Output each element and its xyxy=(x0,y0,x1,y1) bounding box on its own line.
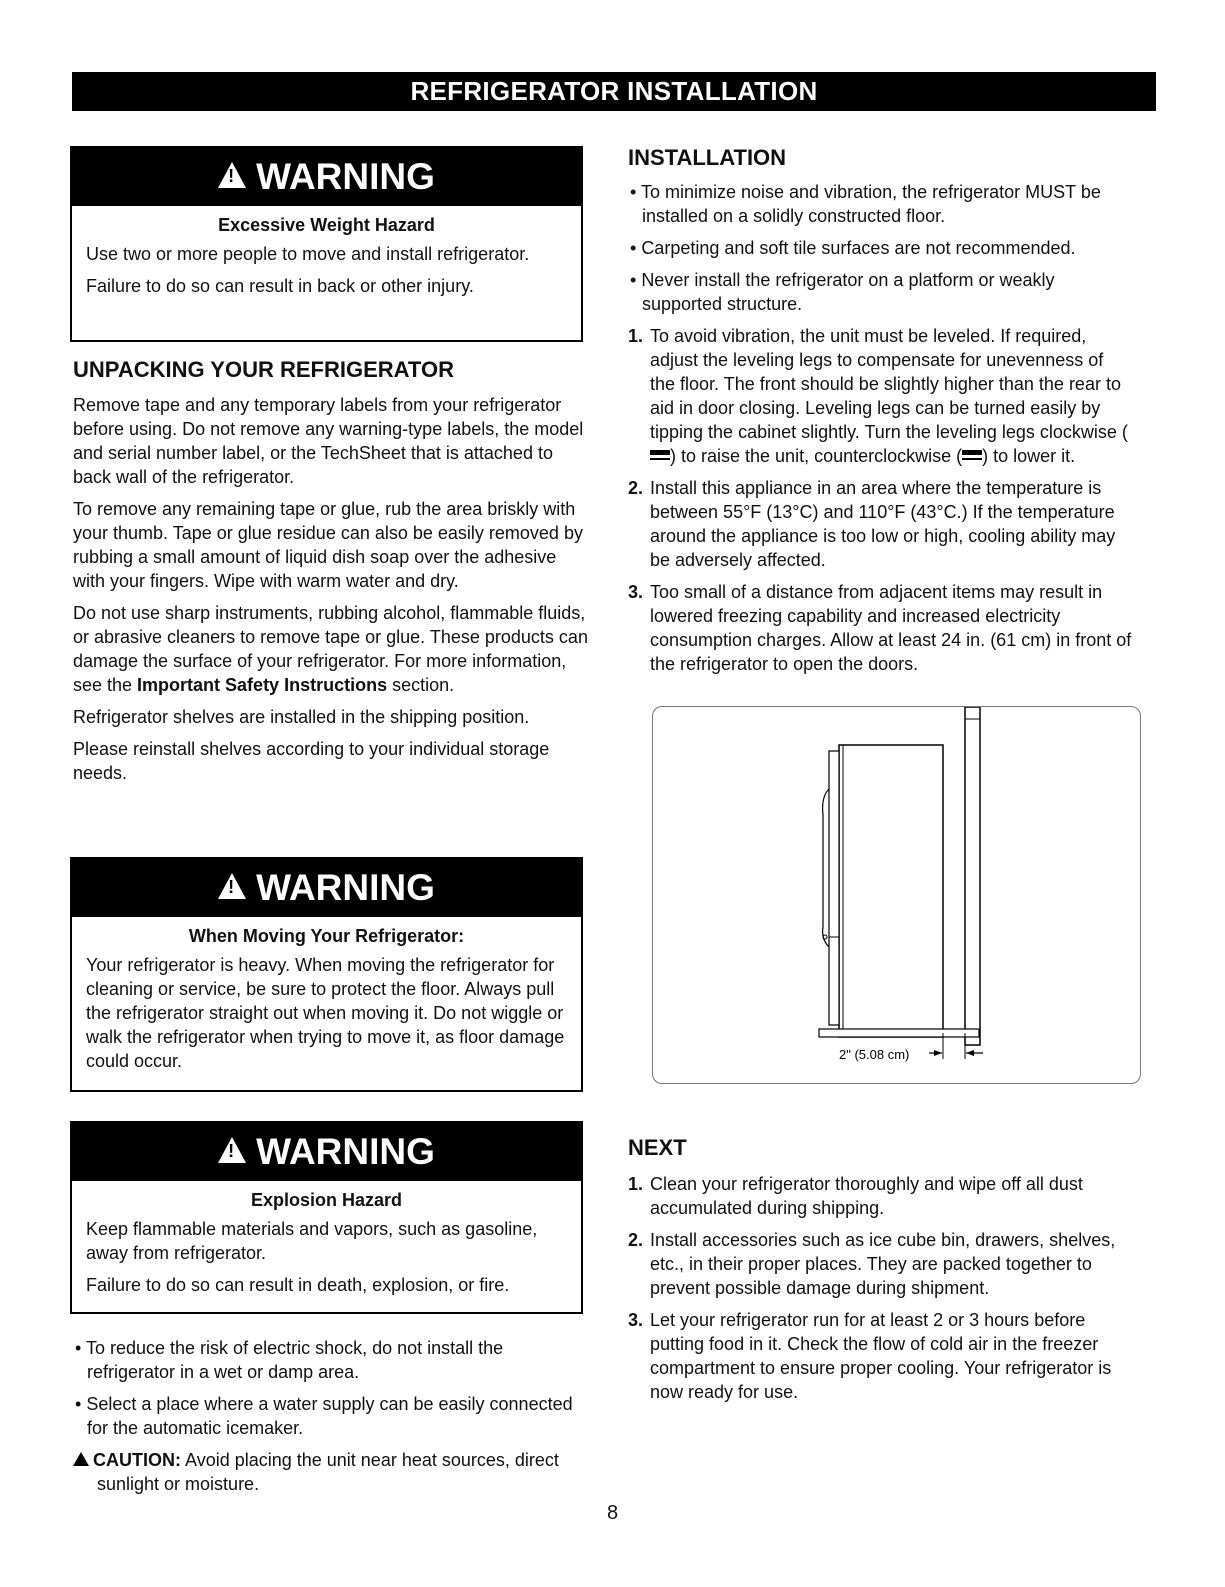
numbered-step xyxy=(628,1228,1133,1300)
step-text-part: ) to lower it. xyxy=(982,446,1076,466)
section-banner: REFRIGERATOR INSTALLATION xyxy=(72,72,1156,111)
step-number: 3. xyxy=(628,582,644,602)
paragraph: Refrigerator shelves are installed in the shipping position. xyxy=(73,707,530,727)
bullet-item: • Never install the refrigerator on a platform or weakly supported structure. xyxy=(630,270,1055,314)
electrical-notes xyxy=(73,1336,588,1504)
step-number: 1. xyxy=(628,1174,644,1194)
step-text: Too small of a distance from adjacent items may result in lowered freezing capability and increased electricity consumption charges. Allow at least 24 in. (61 cm) in front of the refrigerator to open the doors. xyxy=(650,582,1132,674)
bullet-item: • Carpeting and soft tile surfaces are not recommended. xyxy=(630,238,1076,258)
clearance-label: 2" (5.08 cm) xyxy=(839,1047,910,1062)
bullet-item: • Select a place where a water supply can be easily connected for the automatic icemaker. xyxy=(75,1394,573,1438)
step-text: Clean your refrigerator thoroughly and wipe off all dust accumulated during shipping. xyxy=(650,1174,1083,1218)
bullet-text: Carpeting and soft tile surfaces are not recommended. xyxy=(641,238,1076,258)
next-section xyxy=(628,1172,1133,1412)
step-text: Install accessories such as ice cube bin, drawers, shelves, etc., in their proper places. They are packed together to prevent possible damage during shipment. xyxy=(650,1230,1116,1298)
bullet-text: Select a place where a water supply can be easily connected for the automatic icemaker. xyxy=(86,1394,573,1438)
warning-box-explosion xyxy=(70,1121,583,1314)
step-text-part: ) to raise the unit, counterclockwise ( xyxy=(670,446,963,466)
unpacking-section xyxy=(73,393,588,793)
paragraph: Remove tape and any temporary labels from your refrigerator before using. Do not remove any warning-type labels, the model and serial number label, or the TechSheet that is attached to back wall of the refrigerator. xyxy=(73,395,584,487)
paragraph xyxy=(73,601,588,697)
warning-triangle-icon xyxy=(218,1137,246,1163)
warning-triangle-icon xyxy=(218,873,246,899)
warning-subtitle: Excessive Weight Hazard xyxy=(218,215,435,235)
warning-header xyxy=(72,1123,581,1181)
caution-text: Avoid placing the unit near heat sources, direct sunlight or moisture. xyxy=(97,1450,559,1494)
clockwise-leg-icon xyxy=(650,450,670,460)
step-number: 2. xyxy=(628,1230,644,1250)
bullet-text: To reduce the risk of electric shock, do not install the refrigerator in a wet or damp area. xyxy=(85,1338,504,1382)
warning-header xyxy=(72,859,581,917)
numbered-step xyxy=(628,1308,1133,1404)
caution-label: CAUTION: xyxy=(93,1450,181,1470)
paragraph: Please reinstall shelves according to your individual storage needs. xyxy=(73,739,550,783)
warning-title: WARNING xyxy=(256,1131,435,1172)
installation-section xyxy=(628,180,1133,684)
warning-triangle-icon xyxy=(218,162,246,188)
numbered-step xyxy=(628,1172,1133,1220)
clearance-diagram xyxy=(652,706,1141,1084)
next-heading: NEXT xyxy=(628,1135,687,1160)
numbered-step xyxy=(628,324,1133,468)
step-text xyxy=(650,324,1133,468)
bullet-text: Never install the refrigerator on a platform or weakly supported structure. xyxy=(641,270,1055,314)
step-text-part: To avoid vibration, the unit must be leveled. If required, adjust the leveling legs to compensate for unevenness of the floor. The front should be slightly higher than the rear to aid in door closing. Leveling legs can be turned easily by tipping the cabinet slightly. Turn the leveling legs clockwise ( xyxy=(650,326,1128,442)
bullet-text: To minimize noise and vibration, the refrigerator MUST be installed on a solidly constructed floor. xyxy=(640,182,1101,226)
warning-text: Failure to do so can result in back or other injury. xyxy=(86,276,474,296)
bullet-item: • To minimize noise and vibration, the refrigerator MUST be installed on a solidly constructed floor. xyxy=(630,182,1101,226)
warning-box-moving xyxy=(70,857,583,1092)
numbered-step xyxy=(628,476,1133,572)
warning-title: WARNING xyxy=(256,867,435,908)
warning-text: Keep flammable materials and vapors, such as gasoline, away from refrigerator. xyxy=(86,1219,538,1263)
warning-subtitle: When Moving Your Refrigerator: xyxy=(188,926,465,946)
warning-box-weight xyxy=(70,146,583,342)
installation-heading: INSTALLATION xyxy=(628,145,787,170)
paragraph-text: Do not use sharp instruments, rubbing alcohol, flammable fluids, or abrasive cleaners to remove tape or glue. These products can damage the surface of your refrigerator. For more information, see the xyxy=(73,603,588,695)
step-number: 2. xyxy=(628,478,644,498)
warning-text: Your refrigerator is heavy. When moving the refrigerator for cleaning or service, be sure to protect the floor. Always pull the refrigerator straight out when moving it. Do not wiggle or walk the refrigerator when trying to move it, as floor damage could occur. xyxy=(86,955,565,1071)
warning-header xyxy=(72,148,581,206)
unpacking-heading: UNPACKING YOUR REFRIGERATOR xyxy=(73,357,454,382)
bullet-item: • To reduce the risk of electric shock, do not install the refrigerator in a wet or damp area. xyxy=(75,1338,504,1382)
paragraph: To remove any remaining tape or glue, rub the area briskly with your thumb. Tape or glue residue can also be easily removed by rubbing a small amount of liquid dish soap over the adhesive with your fingers. Wipe with warm water and dry. xyxy=(73,499,583,591)
page-number: 8 xyxy=(606,1502,619,1524)
warning-text: Failure to do so can result in death, explosion, or fire. xyxy=(86,1275,510,1295)
warning-text: Use two or more people to move and install refrigerator. xyxy=(86,244,530,264)
caution-note xyxy=(73,1448,588,1496)
warning-title: WARNING xyxy=(256,156,435,197)
paragraph-text: section. xyxy=(387,675,455,695)
step-text: Let your refrigerator run for at least 2 or 3 hours before putting food in it. Check the flow of cold air in the freezer compartment to ensure proper cooling. Your refrigerator is now ready for use. xyxy=(650,1310,1112,1402)
safety-instructions-reference: Important Safety Instructions xyxy=(137,675,388,695)
step-number: 3. xyxy=(628,1310,644,1330)
step-text: Install this appliance in an area where the temperature is between 55°F (13°C) and 110°F (43°C.) If the temperature around the appliance is too low or high, cooling ability may be adversely affected. xyxy=(650,478,1116,570)
caution-triangle-icon xyxy=(73,1452,89,1466)
step-number: 1. xyxy=(628,326,644,346)
refrigerator-side-view-illustration xyxy=(653,707,1142,1085)
counterclockwise-leg-icon xyxy=(962,450,982,460)
warning-subtitle: Explosion Hazard xyxy=(250,1190,403,1210)
numbered-step xyxy=(628,580,1133,676)
